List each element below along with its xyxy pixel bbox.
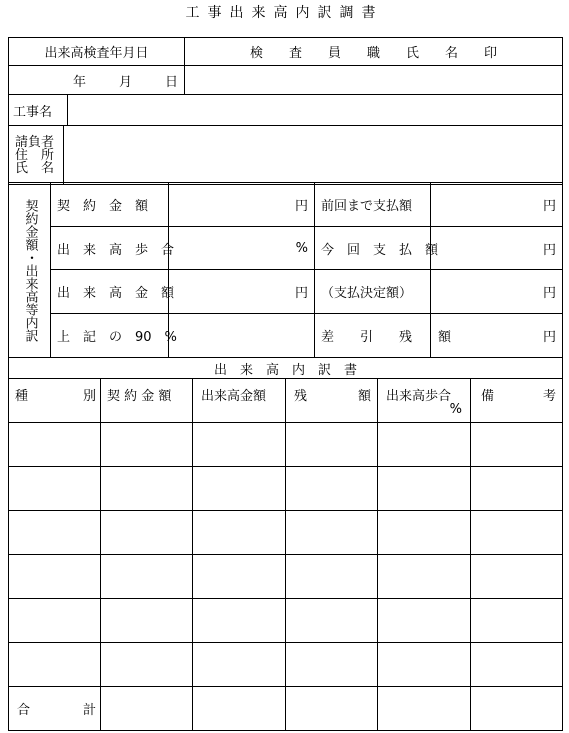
table-row — [9, 643, 563, 687]
progress-rate-label: 出 来 高 歩 合 — [51, 227, 169, 270]
table-row — [9, 423, 563, 467]
table-row — [9, 555, 563, 599]
table-cell[interactable] — [193, 555, 286, 599]
inspect-date-field[interactable] — [9, 66, 185, 95]
table-cell[interactable] — [193, 467, 286, 511]
col-note — [471, 379, 563, 423]
yen-unit: 円 — [542, 330, 556, 345]
table-cell[interactable] — [101, 467, 193, 511]
col-kind — [9, 379, 101, 423]
page-title: 工事出来高内訳調書 — [185, 5, 384, 21]
header-table — [8, 37, 563, 185]
inspector-stamp-field[interactable] — [185, 66, 563, 95]
prev-paid-label: 前回まで支払額 — [315, 183, 431, 227]
table-cell[interactable] — [101, 599, 193, 643]
ninety-pct-field[interactable] — [169, 314, 315, 358]
table-cell[interactable] — [9, 643, 101, 687]
table-cell[interactable] — [286, 599, 378, 643]
table-cell[interactable] — [193, 511, 286, 555]
inspect-date-label: 出来高検査年月日 — [9, 38, 185, 66]
table-row — [9, 467, 563, 511]
summary-table — [8, 182, 563, 358]
total-cell[interactable] — [471, 687, 563, 731]
table-cell[interactable] — [193, 599, 286, 643]
contract-amount-field[interactable] — [169, 183, 315, 227]
col-remain-a: 残 — [294, 389, 308, 404]
table-cell[interactable] — [286, 643, 378, 687]
table-cell[interactable] — [9, 599, 101, 643]
table-row — [9, 511, 563, 555]
table-cell[interactable] — [471, 467, 563, 511]
table-row — [9, 599, 563, 643]
table-cell[interactable] — [9, 423, 101, 467]
col-rate — [378, 379, 471, 423]
col-kind-a: 種 — [15, 389, 29, 404]
table-cell[interactable] — [471, 643, 563, 687]
decided-amount-field[interactable] — [431, 270, 563, 314]
yen-unit: 円 — [542, 286, 556, 301]
table-cell[interactable] — [101, 555, 193, 599]
total-label — [9, 687, 101, 731]
work-name-label: 工事名 — [9, 95, 68, 125]
contractor-label-line3: 氏 名 — [15, 160, 55, 176]
table-cell[interactable] — [286, 511, 378, 555]
contractor-label — [9, 126, 64, 184]
progress-rate-field[interactable] — [169, 227, 315, 270]
table-cell[interactable] — [378, 643, 471, 687]
side-label: 契約金額・出来高等内訳 — [9, 183, 51, 358]
col-note-a: 備 — [481, 389, 495, 404]
table-cell[interactable] — [378, 599, 471, 643]
yen-unit: 円 — [542, 242, 556, 258]
col-contract: 契 約 金 額 — [101, 379, 193, 423]
col-note-b: 考 — [543, 389, 557, 404]
year-label: 年 — [73, 74, 87, 90]
table-cell[interactable] — [286, 467, 378, 511]
col-rate-label: 出来高歩合 — [386, 389, 452, 404]
inspector-stamp-label: 検 査 員 職 氏 名 印 — [185, 38, 563, 66]
col-rate-unit: % — [449, 402, 462, 417]
total-label-b: 計 — [82, 703, 96, 718]
breakdown-title: 出 来 高 内 訳 書 — [9, 358, 563, 379]
table-cell[interactable] — [193, 643, 286, 687]
month-label: 月 — [118, 74, 132, 90]
day-label: 日 — [164, 74, 178, 90]
yen-unit: 円 — [542, 199, 556, 214]
table-cell[interactable] — [286, 555, 378, 599]
total-cell[interactable] — [378, 687, 471, 731]
table-cell[interactable] — [471, 511, 563, 555]
contractor-label-line1: 請負者 — [15, 134, 55, 150]
table-cell[interactable] — [378, 511, 471, 555]
table-cell[interactable] — [101, 511, 193, 555]
contractor-label-line2: 住 所 — [15, 147, 55, 163]
breakdown-table — [8, 357, 563, 731]
percent-unit: % — [295, 240, 308, 256]
table-cell[interactable] — [101, 643, 193, 687]
ninety-pct-label: 上 記 の 90 % — [51, 314, 169, 358]
total-label-a: 合 — [17, 703, 31, 718]
table-cell[interactable] — [471, 555, 563, 599]
table-cell[interactable] — [193, 423, 286, 467]
table-cell[interactable] — [378, 467, 471, 511]
table-cell[interactable] — [378, 555, 471, 599]
table-cell[interactable] — [286, 423, 378, 467]
table-cell[interactable] — [471, 423, 563, 467]
table-cell[interactable] — [9, 555, 101, 599]
contractor-field[interactable] — [64, 126, 562, 184]
decided-amount-label: （支払決定額） — [315, 270, 431, 314]
this-paid-field[interactable] — [431, 227, 563, 270]
progress-amount-label: 出 来 高 金 額 — [51, 270, 169, 314]
col-remain — [286, 379, 378, 423]
col-kind-b: 別 — [82, 389, 96, 404]
table-cell[interactable] — [378, 423, 471, 467]
total-cell[interactable] — [286, 687, 378, 731]
col-amount: 出来高金額 — [193, 379, 286, 423]
total-cell[interactable] — [193, 687, 286, 731]
prev-paid-field[interactable] — [431, 183, 563, 227]
table-cell[interactable] — [9, 467, 101, 511]
table-cell[interactable] — [471, 599, 563, 643]
col-remain-b: 額 — [357, 389, 371, 404]
balance-label: 差 引 残 額 — [315, 314, 431, 358]
contract-amount-label: 契 約 金 額 — [51, 183, 169, 227]
total-cell[interactable] — [101, 687, 193, 731]
yen-unit: 円 — [294, 199, 308, 214]
this-paid-label: 今 回 支 払 額 — [315, 227, 431, 270]
progress-amount-field[interactable] — [169, 270, 315, 314]
work-name-field[interactable] — [68, 95, 562, 125]
yen-unit: 円 — [294, 286, 308, 301]
table-cell[interactable] — [101, 423, 193, 467]
table-cell[interactable] — [9, 511, 101, 555]
